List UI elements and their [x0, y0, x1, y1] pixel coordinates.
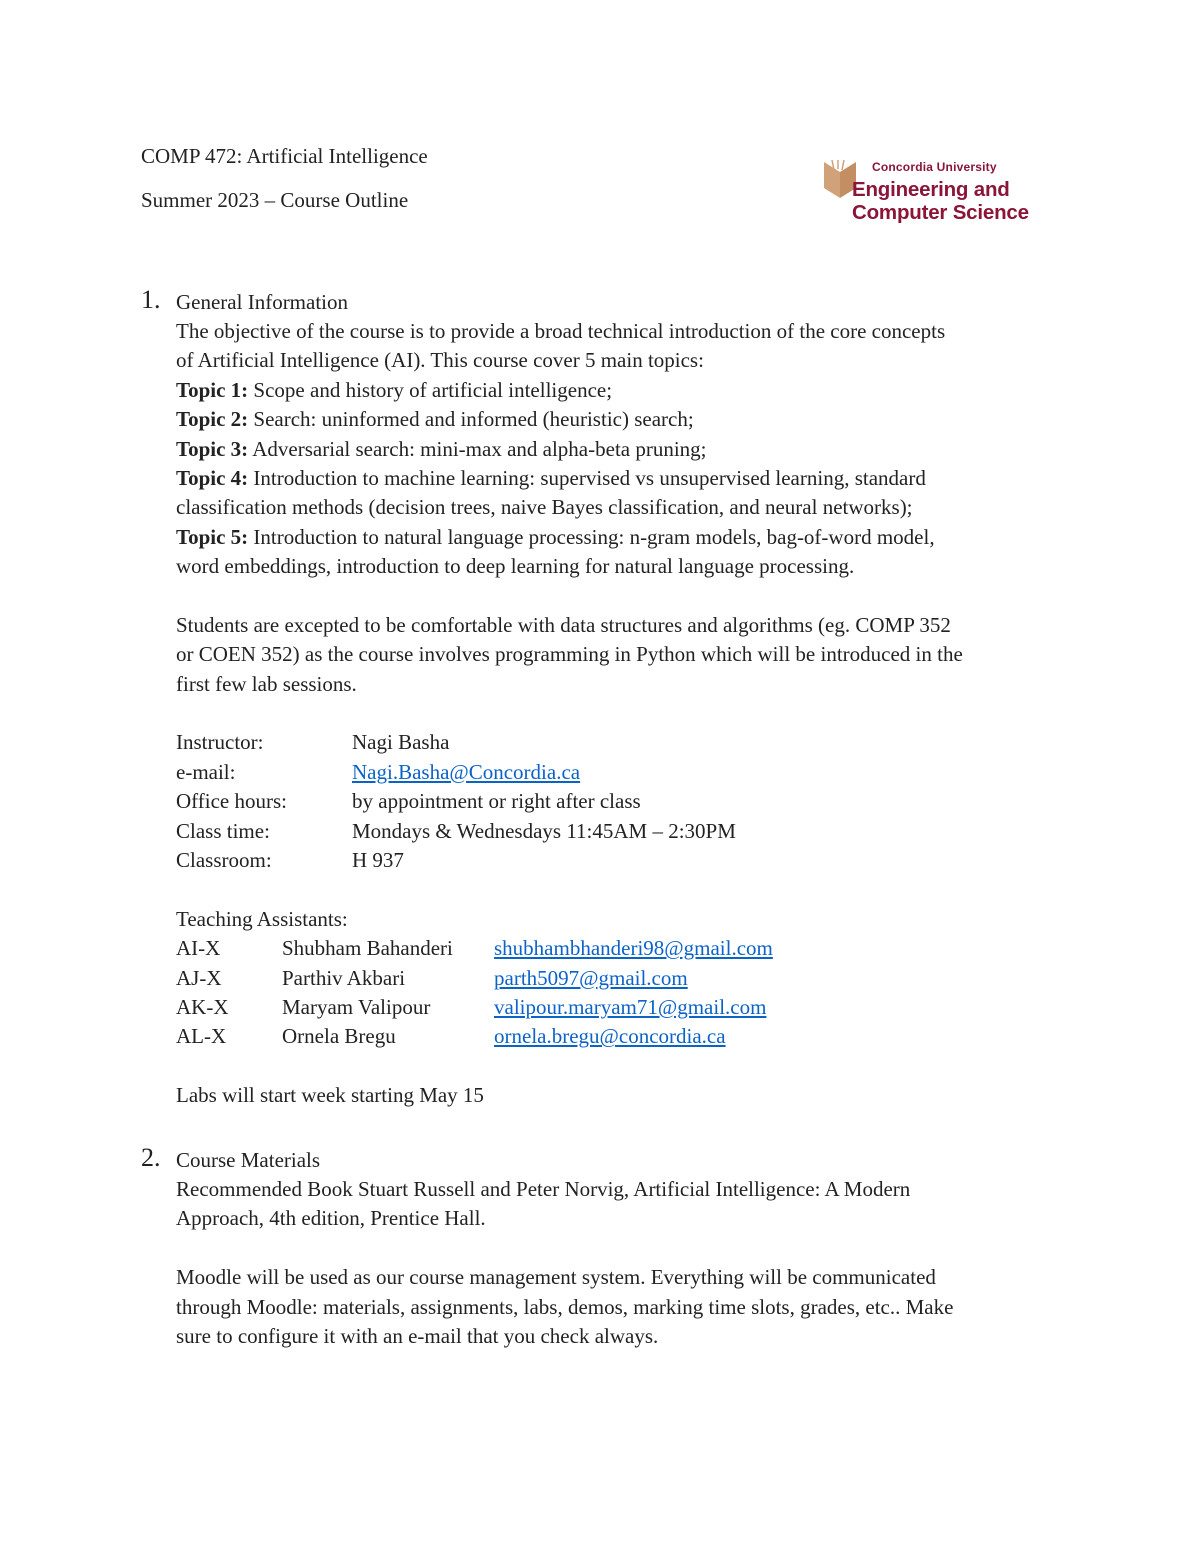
- labs-note: Labs will start week starting May 15: [176, 1083, 484, 1108]
- course-subtitle: Summer 2023 – Course Outline: [141, 188, 409, 212]
- ta-row: AJ-X Parthiv Akbari parth5097@gmail.com: [176, 964, 1076, 993]
- ta-row: AK-X Maryam Valipour valipour.maryam71@gmail.com: [176, 993, 1076, 1022]
- info-row-instructor: Instructor: Nagi Basha: [176, 730, 450, 755]
- logo-line-1: Engineering and: [852, 178, 1010, 201]
- moodle-line: Moodle will be used as our course management system. Everything will be communicated: [176, 1265, 936, 1290]
- ta-row: AL-X Ornela Bregu ornela.bregu@concordia.ca: [176, 1022, 1076, 1051]
- ta-email-link[interactable]: shubhambhanderi98@gmail.com: [494, 936, 773, 961]
- topic-1: Topic 1: Scope and history of artificial intelligence;: [176, 377, 613, 402]
- intro-line: of Artificial Intelligence (AI). This course cover 5 main topics:: [176, 348, 704, 373]
- info-row-class-time: Class time: Mondays & Wednesdays 11:45AM – 2:30PM: [176, 818, 736, 843]
- info-row-classroom: Classroom: H 937: [176, 848, 404, 873]
- instructor-email-link[interactable]: Nagi.Basha@Concordia.ca: [352, 759, 581, 784]
- moodle-line: sure to configure it with an e-mail that you check always.: [176, 1323, 659, 1348]
- topic-4-continued: classification methods (decision trees, naive Bayes classification, and neural networks);: [176, 495, 913, 520]
- book-line: Approach, 4th edition, Prentice Hall.: [176, 1206, 486, 1231]
- intro-line: The objective of the course is to provide a broad technical introduction of the core concepts: [176, 319, 946, 343]
- concordia-logo: [820, 158, 1060, 228]
- ta-email-link[interactable]: ornela.bregu@concordia.ca: [494, 1024, 726, 1049]
- info-row-office-hours: Office hours: by appointment or right after class: [176, 789, 641, 814]
- logo-university: Concordia University: [872, 160, 997, 174]
- logo-line-2: Computer Science: [852, 201, 1029, 224]
- section-2-body: [176, 1175, 1076, 1351]
- topic-4: Topic 4: Introduction to machine learning: supervised vs unsupervised learning, standard: [176, 465, 926, 490]
- prereq-line: first few lab sessions.: [176, 671, 357, 696]
- topic-5: Topic 5: Introduction to natural language processing: n-gram models, bag-of-word model,: [176, 524, 935, 549]
- section-2-number: 2.: [141, 1143, 161, 1172]
- ta-row: AI-X Shubham Bahanderi shubhambhanderi98@gmail.com: [176, 934, 1076, 963]
- section-2-heading: Course Materials: [176, 1148, 321, 1172]
- topic-5-continued: word embeddings, introduction to deep learning for natural language processing.: [176, 554, 855, 579]
- ta-email-link[interactable]: valipour.maryam71@gmail.com: [494, 994, 767, 1019]
- course-title: COMP 472: Artificial Intelligence: [141, 144, 428, 168]
- section-1-number: 1.: [141, 285, 161, 314]
- moodle-line: through Moodle: materials, assignments, labs, demos, marking time slots, grades, etc.. Make: [176, 1294, 954, 1319]
- info-row-email: e-mail: Nagi.Basha@Concordia.ca: [176, 758, 1076, 787]
- prereq-line: or COEN 352) as the course involves programming in Python which will be introduced in the: [176, 642, 963, 667]
- section-1-body: [176, 317, 1076, 1111]
- prereq-line: Students are excepted to be comfortable with data structures and algorithms (eg. COMP 352: [176, 612, 951, 637]
- topic-2: Topic 2: Search: uninformed and informed (heuristic) search;: [176, 407, 694, 432]
- book-line: Recommended Book Stuart Russell and Peter Norvig, Artificial Intelligence: A Modern: [176, 1177, 911, 1201]
- ta-heading: Teaching Assistants:: [176, 906, 348, 931]
- topic-3: Topic 3: Adversarial search: mini-max and alpha-beta pruning;: [176, 436, 707, 461]
- section-1-heading: General Information: [176, 290, 349, 314]
- ta-email-link[interactable]: parth5097@gmail.com: [494, 965, 688, 990]
